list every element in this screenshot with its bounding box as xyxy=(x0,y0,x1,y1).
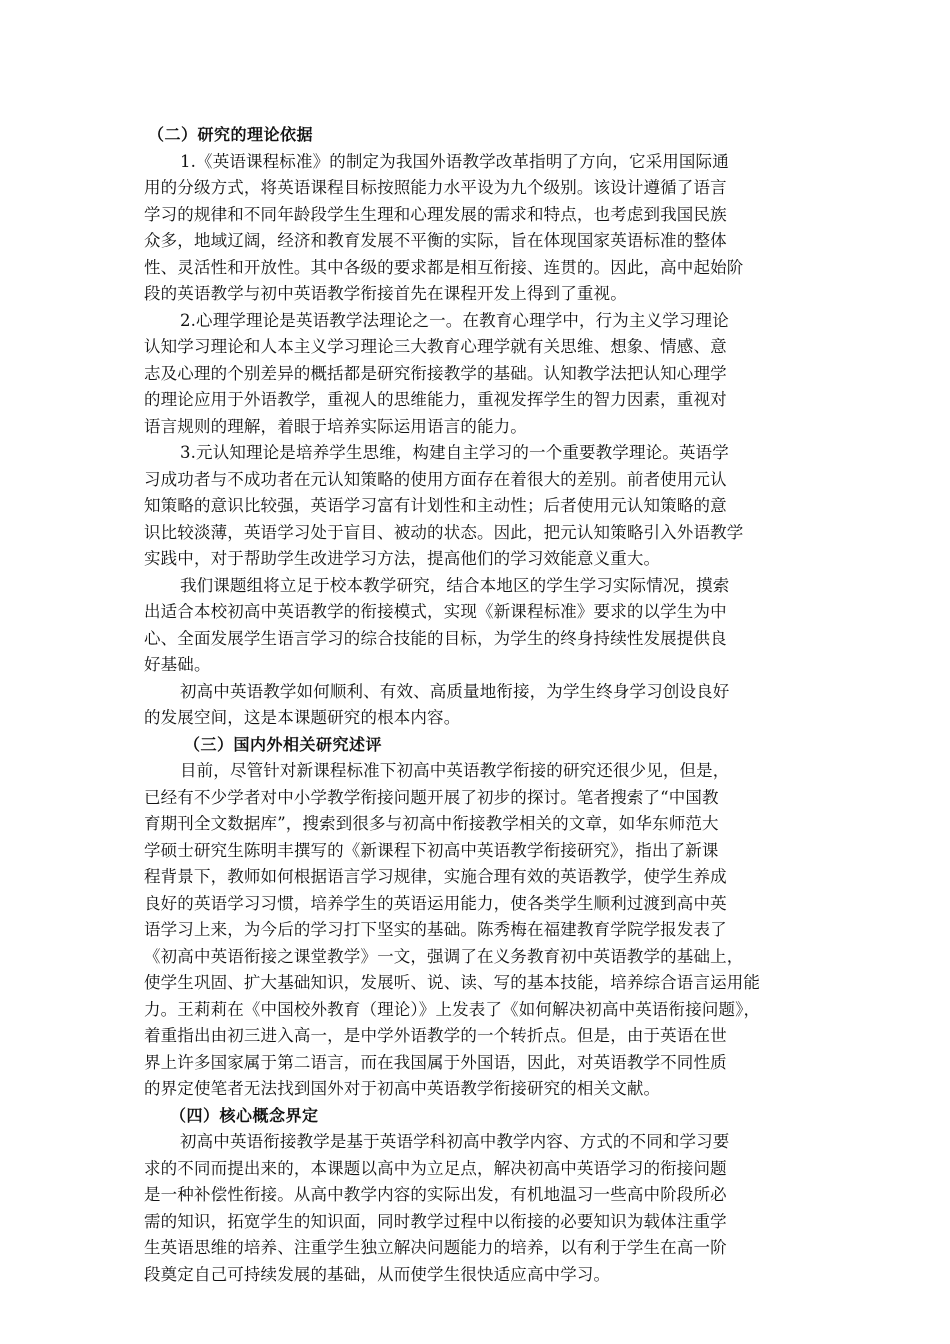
section-heading-literature-review: （三）国内外相关研究述评 xyxy=(184,734,383,754)
text-line: 求的不同而提出来的，本课题以高中为立足点，解决初高中英语学习的衔接问题 xyxy=(144,1158,727,1178)
text-line: 学习的规律和不同年龄段学生生理和心理发展的需求和特点，也考虑到我国民族 xyxy=(144,204,727,224)
text-line: 出适合本校初高中英语教学的衔接模式，实现《新课程标准》要求的以学生为中 xyxy=(144,602,727,621)
text-line: 语学习上来，为今后的学习打下坚实的基础。陈秀梅在福建教育学院学报发表了 xyxy=(144,920,727,939)
document-body xyxy=(144,122,810,1288)
paragraph-research-group xyxy=(144,573,810,679)
text-line: 界上许多国家属于第二语言，而在我国属于外国语，因此，对英语教学不同性质 xyxy=(144,1052,727,1072)
text-line: 初高中英语衔接教学是基于英语学科初高中教学内容、方式的不同和学习要 xyxy=(180,1132,730,1151)
text-line: 性、灵活性和开放性。其中各级的要求都是相互衔接、连贯的。因此，高中起始阶 xyxy=(144,257,744,277)
text-line: 需的知识，拓宽学生的知识面，同时教学过程中以衔接的必要知识为载体注重学 xyxy=(144,1211,727,1231)
text-line: 语言规则的理解，着眼于培养实际运用语言的能力。 xyxy=(144,416,527,436)
paragraph-psychology-theory xyxy=(144,308,810,441)
text-line: 是一种补偿性衔接。从高中教学内容的实际出发，有机地温习一些高中阶段所必 xyxy=(144,1185,727,1204)
text-line: 良好的英语学习习惯，培养学生的英语运用能力，使各类学生顺利过渡到高中英 xyxy=(144,893,727,913)
text-line: 志及心理的个别差异的概括都是研究衔接教学的基础。认知教学法把认知心理学 xyxy=(144,363,727,383)
paragraph-core-concepts xyxy=(144,1129,810,1288)
text-line: 育期刊全文数据库”，搜索到很多与初高中衔接教学相关的文章，如华东师范大 xyxy=(144,814,719,833)
text-line: 好基础。 xyxy=(144,655,211,674)
text-line: 识比较淡薄，英语学习处于盲目、被动的状态。因此，把元认知策略引入外语教学 xyxy=(144,522,744,542)
text-line: 初高中英语教学如何顺利、有效、高质量地衔接，为学生终身学习创设良好 xyxy=(180,681,730,701)
text-line: 生英语思维的培养、注重学生独立解决问题能力的培养，以有利于学生在高一阶 xyxy=(144,1238,727,1257)
text-line: 1.《英语课程标准》的制定为我国外语教学改革指明了方向，它采用国际通 xyxy=(180,151,729,171)
text-line: 段的英语教学与初中英语教学衔接首先在课程开发上得到了重视。 xyxy=(144,284,627,303)
text-line: 着重指出由初三进入高一，是中学外语教学的一个转折点。但是，由于英语在世 xyxy=(144,1026,727,1045)
text-line: 认知学习理论和人本主义学习理论三大教育心理学就有关思维、想象、情感、意 xyxy=(144,337,727,356)
section-heading-core-concepts: （四）核心概念界定 xyxy=(170,1105,319,1125)
text-line: 用的分级方式，将英语课程目标按照能力水平设为九个级别。该设计遵循了语言 xyxy=(144,178,727,197)
paragraph-literature-review xyxy=(144,758,810,1103)
text-line: 的理论应用于外语教学，重视人的思维能力，重视发挥学生的智力因素，重视对 xyxy=(144,390,727,409)
text-line: 的界定使笔者无法找到国外对于初高中英语教学衔接研究的相关文献。 xyxy=(144,1079,661,1098)
section-heading-theory-basis: （二）研究的理论依据 xyxy=(148,125,314,144)
text-line: 知策略的意识比较强，英语学习富有计划性和主动性；后者使用元认知策略的意 xyxy=(144,496,727,515)
text-line: 目前，尽管针对新课程标准下初高中英语教学衔接的研究还很少见，但是， xyxy=(180,761,730,780)
paragraph-curriculum-standard xyxy=(144,149,810,308)
text-line: 使学生巩固、扩大基础知识，发展听、说、读、写的基本技能，培养综合语言运用能 xyxy=(144,973,761,992)
paragraph-research-content xyxy=(144,679,810,732)
text-line: 力。王莉莉在《中国校外教育（理论）》上发表了《如何解决初高中英语衔接问题》， xyxy=(144,999,761,1019)
text-line: 《初高中英语衔接之课堂教学》一文，强调了在义务教育初中英语教学的基础上， xyxy=(144,946,744,966)
text-line: 已经有不少学者对中小学教学衔接问题开展了初步的探讨。笔者搜索了“中国教 xyxy=(144,787,719,807)
text-line: 的发展空间，这是本课题研究的根本内容。 xyxy=(144,708,461,727)
text-line: 3.元认知理论是培养学生思维，构建自主学习的一个重要教学理论。英语学 xyxy=(180,443,729,462)
text-line: 心、全面发展学生语言学习的综合技能的目标，为学生的终身持续性发展提供良 xyxy=(144,628,727,648)
text-line: 2.心理学理论是英语教学法理论之一。在教育心理学中，行为主义学习理论 xyxy=(180,310,729,330)
text-line: 学硕士研究生陈明丰撰写的《新课程下初高中英语教学衔接研究》，指出了新课 xyxy=(144,840,719,860)
text-line: 实践中，对于帮助学生改进学习方法，提高他们的学习效能意义重大。 xyxy=(144,549,661,568)
text-line: 众多，地域辽阔，经济和教育发展不平衡的实际，旨在体现国家英语标准的整体 xyxy=(144,231,727,250)
text-line: 程背景下，教师如何根据语言学习规律，实施合理有效的英语教学，使学生养成 xyxy=(144,867,727,886)
text-line: 段奠定自己可持续发展的基础，从而使学生很快适应高中学习。 xyxy=(144,1264,611,1284)
paragraph-metacognition-theory xyxy=(144,440,810,573)
text-line: 我们课题组将立足于校本教学研究，结合本地区的学生学习实际情况，摸索 xyxy=(180,575,730,595)
text-line: 习成功者与不成功者在元认知策略的使用方面存在着很大的差别。前者使用元认 xyxy=(144,469,727,489)
